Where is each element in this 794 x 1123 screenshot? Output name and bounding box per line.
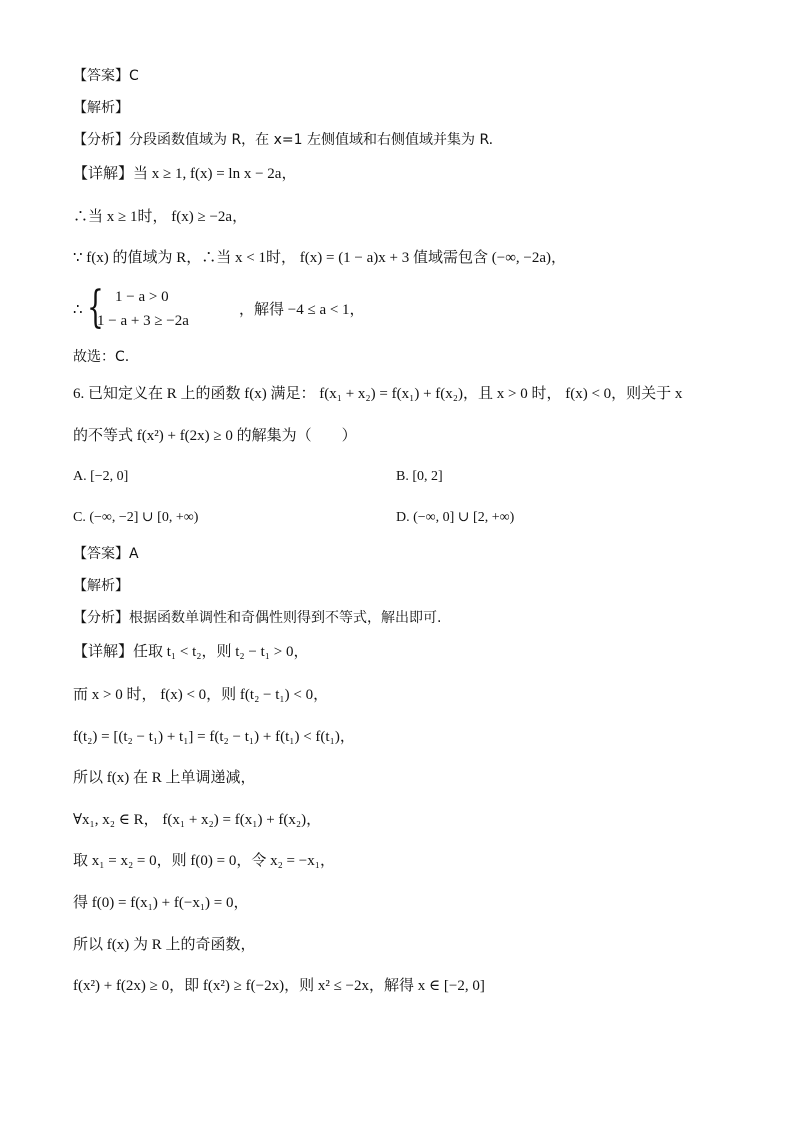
solution-step: ∀x₁, x₂ ∈ R， f(x₁ + x₂) = f(x₁) + f(x₂)，	[73, 812, 322, 828]
solution-step: ∴当 x ≥ 1时， f(x) ≥ −2a，	[73, 209, 248, 225]
answer-label: 【答案】C	[73, 68, 139, 84]
solution-step: 而 x > 0 时， f(x) < 0，则 f(t₂ − t₁) < 0，	[73, 687, 329, 703]
inequality-row: 1 − a + 3 ≥ −2a	[97, 313, 189, 329]
option-c: C. (−∞, −2] ∪ [0, +∞)	[73, 510, 199, 525]
solution-step: 得 f(0) = f(x₁) + f(−x₁) = 0，	[73, 895, 249, 911]
analysis-summary: 【分析】根据函数单调性和奇偶性则得到不等式，解出即可.	[73, 610, 442, 626]
detail-line: 【详解】任取 t₁ < t₂，则 t₂ − t₁ > 0，	[73, 644, 309, 660]
inequality-result: ，解得 −4 ≤ a < 1，	[239, 302, 365, 318]
option-a: A. [−2, 0]	[73, 469, 129, 484]
solution-step: 所以 f(x) 在 R 上单调递减，	[73, 770, 256, 786]
analysis-summary: 【分析】分段函数值域为 R，在 x=1 左侧值域和右侧值域并集为 R.	[73, 132, 494, 148]
analysis-label: 【解析】	[73, 578, 129, 594]
detail-line: 【详解】当 x ≥ 1, f(x) = ln x − 2a，	[73, 166, 297, 182]
solution-step: f(x²) + f(2x) ≥ 0，即 f(x²) ≥ f(−2x)，则 x² ≤ −2x，解得 x ∈ [−2, 0]	[73, 978, 485, 994]
therefore-symbol: ∴	[73, 302, 83, 318]
solution-step: 所以 f(x) 为 R 上的奇函数，	[73, 937, 256, 953]
question-text: 6. 已知定义在 R 上的函数 f(x) 满足： f(x₁ + x₂) = f(x₁) + f(x₂)，且 x > 0 时， f(x) < 0，则关于 x	[73, 386, 683, 402]
option-b: B. [0, 2]	[396, 469, 443, 484]
inequality-row: 1 − a > 0	[115, 289, 169, 305]
solution-step: 取 x₁ = x₂ = 0，则 f(0) = 0，令 x₂ = −x₁，	[73, 853, 335, 869]
choice-line: 故选：C.	[73, 349, 130, 365]
solution-step: f(t₂) = [(t₂ − t₁) + t₁] = f(t₂ − t₁) + f(t₁) < f(t₁)，	[73, 729, 355, 745]
option-d: D. (−∞, 0] ∪ [2, +∞)	[396, 510, 515, 525]
answer-label: 【答案】A	[73, 546, 139, 562]
brace-icon: {	[87, 282, 104, 333]
analysis-label: 【解析】	[73, 100, 129, 116]
solution-step: ∵ f(x) 的值域为 R，∴当 x < 1时， f(x) = (1 − a)x + 3 值域需包含 (−∞, −2a)，	[73, 250, 567, 266]
question-text: 的不等式 f(x²) + f(2x) ≥ 0 的解集为（ ）	[73, 428, 357, 444]
